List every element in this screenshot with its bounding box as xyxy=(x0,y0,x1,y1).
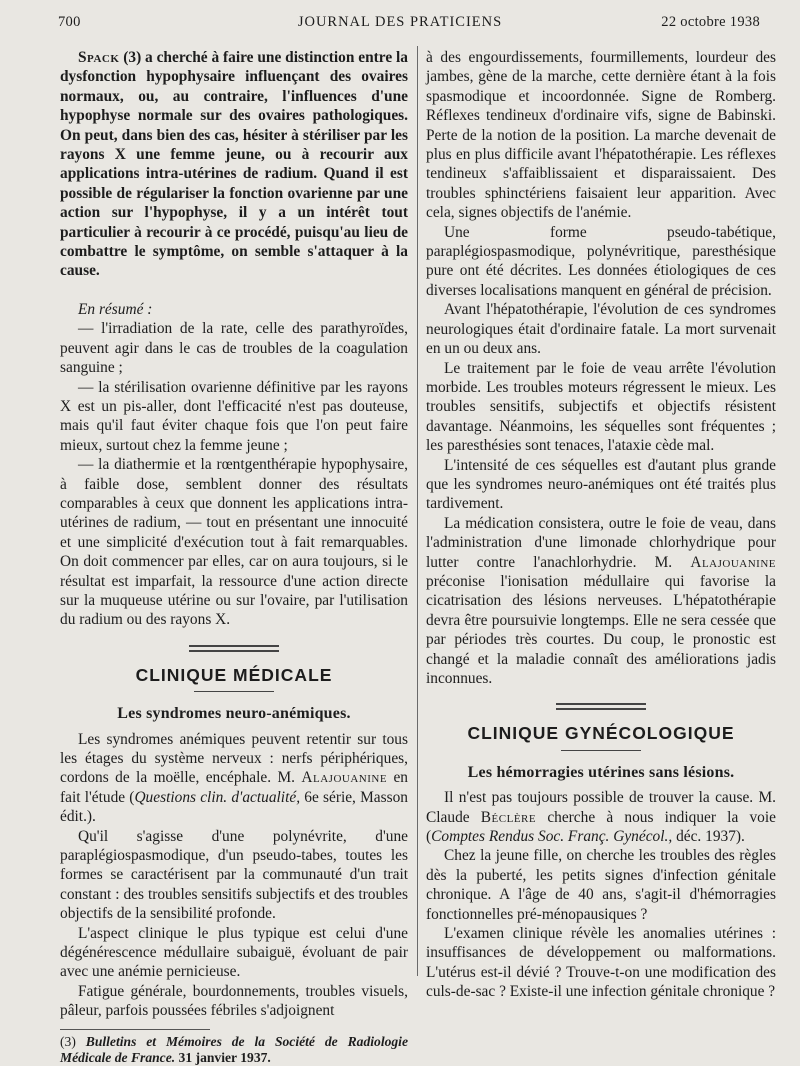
section-divider xyxy=(556,703,646,710)
journal-title: JOURNAL DES PRATICIENS xyxy=(297,14,503,30)
article-paragraph: Avant l'hépatothérapie, l'évolution de ces syndromes neurologiques était d'ordinaire fatale. La mort survenait en un ou deux ans. xyxy=(426,301,776,358)
column-divider xyxy=(417,46,418,976)
article-subtitle: Les syndromes neuro-anémiques. xyxy=(117,705,351,723)
article-paragraph: L'examen clinique révèle les anomalies utérines : insuffisances de développement ou malformations. L'utérus est-il dévié ? Trouve-t-on une modification des culs-de-sac ? Existe-il une infection génitale chronique ? xyxy=(426,925,776,1001)
article-paragraph: à des engourdissements, fourmillements, lourdeur des jambes, gène de la marche, cette dernière étant à la fois spasmodique et incoordonnée. Signe de Romberg. Réflexes tendineux d'ordinaire vifs, signe de Babinski. Perte de la notion de la position. La marche devenait de plus en plus difficile avant l'hépatothérapie. Les réflexes tendineux s'affaiblissaient et disparaissaient. Des troubles sphinctériens faisaient leur apparition. Avec cela, signes objectifs de l'anémie. xyxy=(426,49,776,222)
intro-paragraph: Spack (3) a cherché à faire une distinction entre la dysfonction hypophysaire influençant des ovaires normaux, ou, au contraire, l'influences d'une hypophyse normale sur des ovaires pathologiques. On peut, dans bien des cas, hésiter à stériliser par les rayons X une femme jeune, ou à recourir aux applications intra-utérines de radium. Quand il est possible de régulariser la fonction ovarienne par une action sur l'hypophyse, il y a un intérêt tout particulier à recourir à ce procédé, puisqu'au lieu de combattre le symptôme, on semble s'attaquer à la cause. xyxy=(60,49,408,280)
article-paragraph: L'aspect clinique le plus typique est celui d'une dégénérescence médullaire subaiguë, évoluant de pair avec une anémie pernicieuse. xyxy=(60,924,408,981)
page-number: 700 xyxy=(58,14,81,30)
article-paragraph: Qu'il s'agisse d'une polynévrite, d'une paraplégiospasmodique, d'un pseudo-tabes, toutes les formes se caractérisent par la communauté d'un trait constant : des troubles sensitifs subjectifs et des troubles objectifs de la sensibilité profonde. xyxy=(60,827,408,923)
page-header xyxy=(0,14,800,38)
article-paragraph: L'intensité de ces séquelles est d'autant plus grande que les syndromes neuro-anémiques ont été traités plus tardivement. xyxy=(426,456,776,513)
article-paragraph: Les syndromes anémiques peuvent retentir sur tous les étages du système nerveux : nerfs périphériques, cordons de la moëlle, encéphale. M. Alajouanine en fait l'étude (Questions clin. d'actualité, 6e série, Masson édit.). xyxy=(60,730,409,826)
author-name: Spack xyxy=(78,49,120,66)
article-paragraph: Il n'est pas toujours possible de trouver la cause. M. Claude Béclère cherche à nous indiquer la voie (Comptes Rendus Soc. Franç. Gynécol., déc. 1937). xyxy=(426,789,776,846)
right-column xyxy=(426,48,776,1002)
article-paragraph: Le traitement par le foie de veau arrête l'évolution morbide. Les troubles moteurs régressent le mieux. Les troubles sensitifs, subjectifs et objectifs résistent davantage. Néanmoins, les séquelles sont fréquentes ; les paresthésies sont tenaces, l'ataxie cède mal. xyxy=(426,359,776,455)
section-title: CLINIQUE MÉDICALE xyxy=(135,664,333,685)
article-subtitle: Les hémorragies utérines sans lésions. xyxy=(467,763,735,781)
summary-heading: En résumé : xyxy=(78,300,153,318)
article-paragraph: Fatigue générale, bourdonnements, troubles visuels, pâleur, parfois poussées fébriles s'adjoignent xyxy=(60,982,408,1020)
summary-item: — l'irradiation de la rate, celle des parathyroïdes, peuvent agir dans le cas de troubles de la coagulation sanguine ; xyxy=(60,320,408,377)
article-paragraph: Une forme pseudo-tabétique, paraplégiospasmodique, polynévritique, paresthésique pure ont été décrites. Les données étiologiques de ces diverses localisations manquent en général de précision. xyxy=(426,223,776,299)
left-column xyxy=(60,48,408,1066)
footnote: (3) Bulletins et Mémoires de la Société de Radiologie Médicale de France. 31 janvier 1937. xyxy=(60,1033,408,1065)
section-rule xyxy=(561,750,641,751)
section-title: CLINIQUE GYNÉCOLOGIQUE xyxy=(467,723,735,744)
summary-item: — la diathermie et la rœntgenthérapie hypophysaire, à faible dose, semblent donner des résultats comparables à ceux que donnent les applications intra-utérines de radium, — tout en présentant une innocuité et une simplicité d'exécution tout à fait remarquables. On doit commencer par elles, car on aura toujours, si le résultat est imparfait, la ressource d'une action directe sur la muqueuse utérine ou sur l'ovaire, par l'utilisation du radium ou des rayons X. xyxy=(60,456,408,629)
section-rule xyxy=(194,691,274,692)
issue-date: 22 octobre 1938 xyxy=(661,14,760,30)
section-divider xyxy=(189,645,279,652)
summary-item: — la stérilisation ovarienne définitive par les rayons X est un pis-aller, dont l'efficacité n'est pas douteuse, mais qu'il faut éviter chaque fois que l'on peut faire mieux, surtout chez la femme jeune ; xyxy=(60,378,408,454)
footnote-rule xyxy=(60,1029,210,1030)
article-paragraph: Chez la jeune fille, on cherche les troubles des règles dès la puberté, les petits signes d'infection génitale chronique. A l'âge de 40 ans, s'agit-il d'hémorragies fonctionnelles pré-ménopausiques ? xyxy=(426,847,776,923)
article-paragraph: La médication consistera, outre le foie de veau, dans l'administration d'une limonade chlorhydrique pour lutter contre l'anachlorhydrie. M. Alajouanine préconise l'ionisation médullaire qui favorise la cicatrisation des lésions nerveuses. L'hépatothérapie devra être poursuivie longtemps. Elle ne sera cessée que par périodes très courtes. Du coup, le pronostic est changé et la maladie connaît des améliorations jadis inconnues. xyxy=(426,514,776,687)
